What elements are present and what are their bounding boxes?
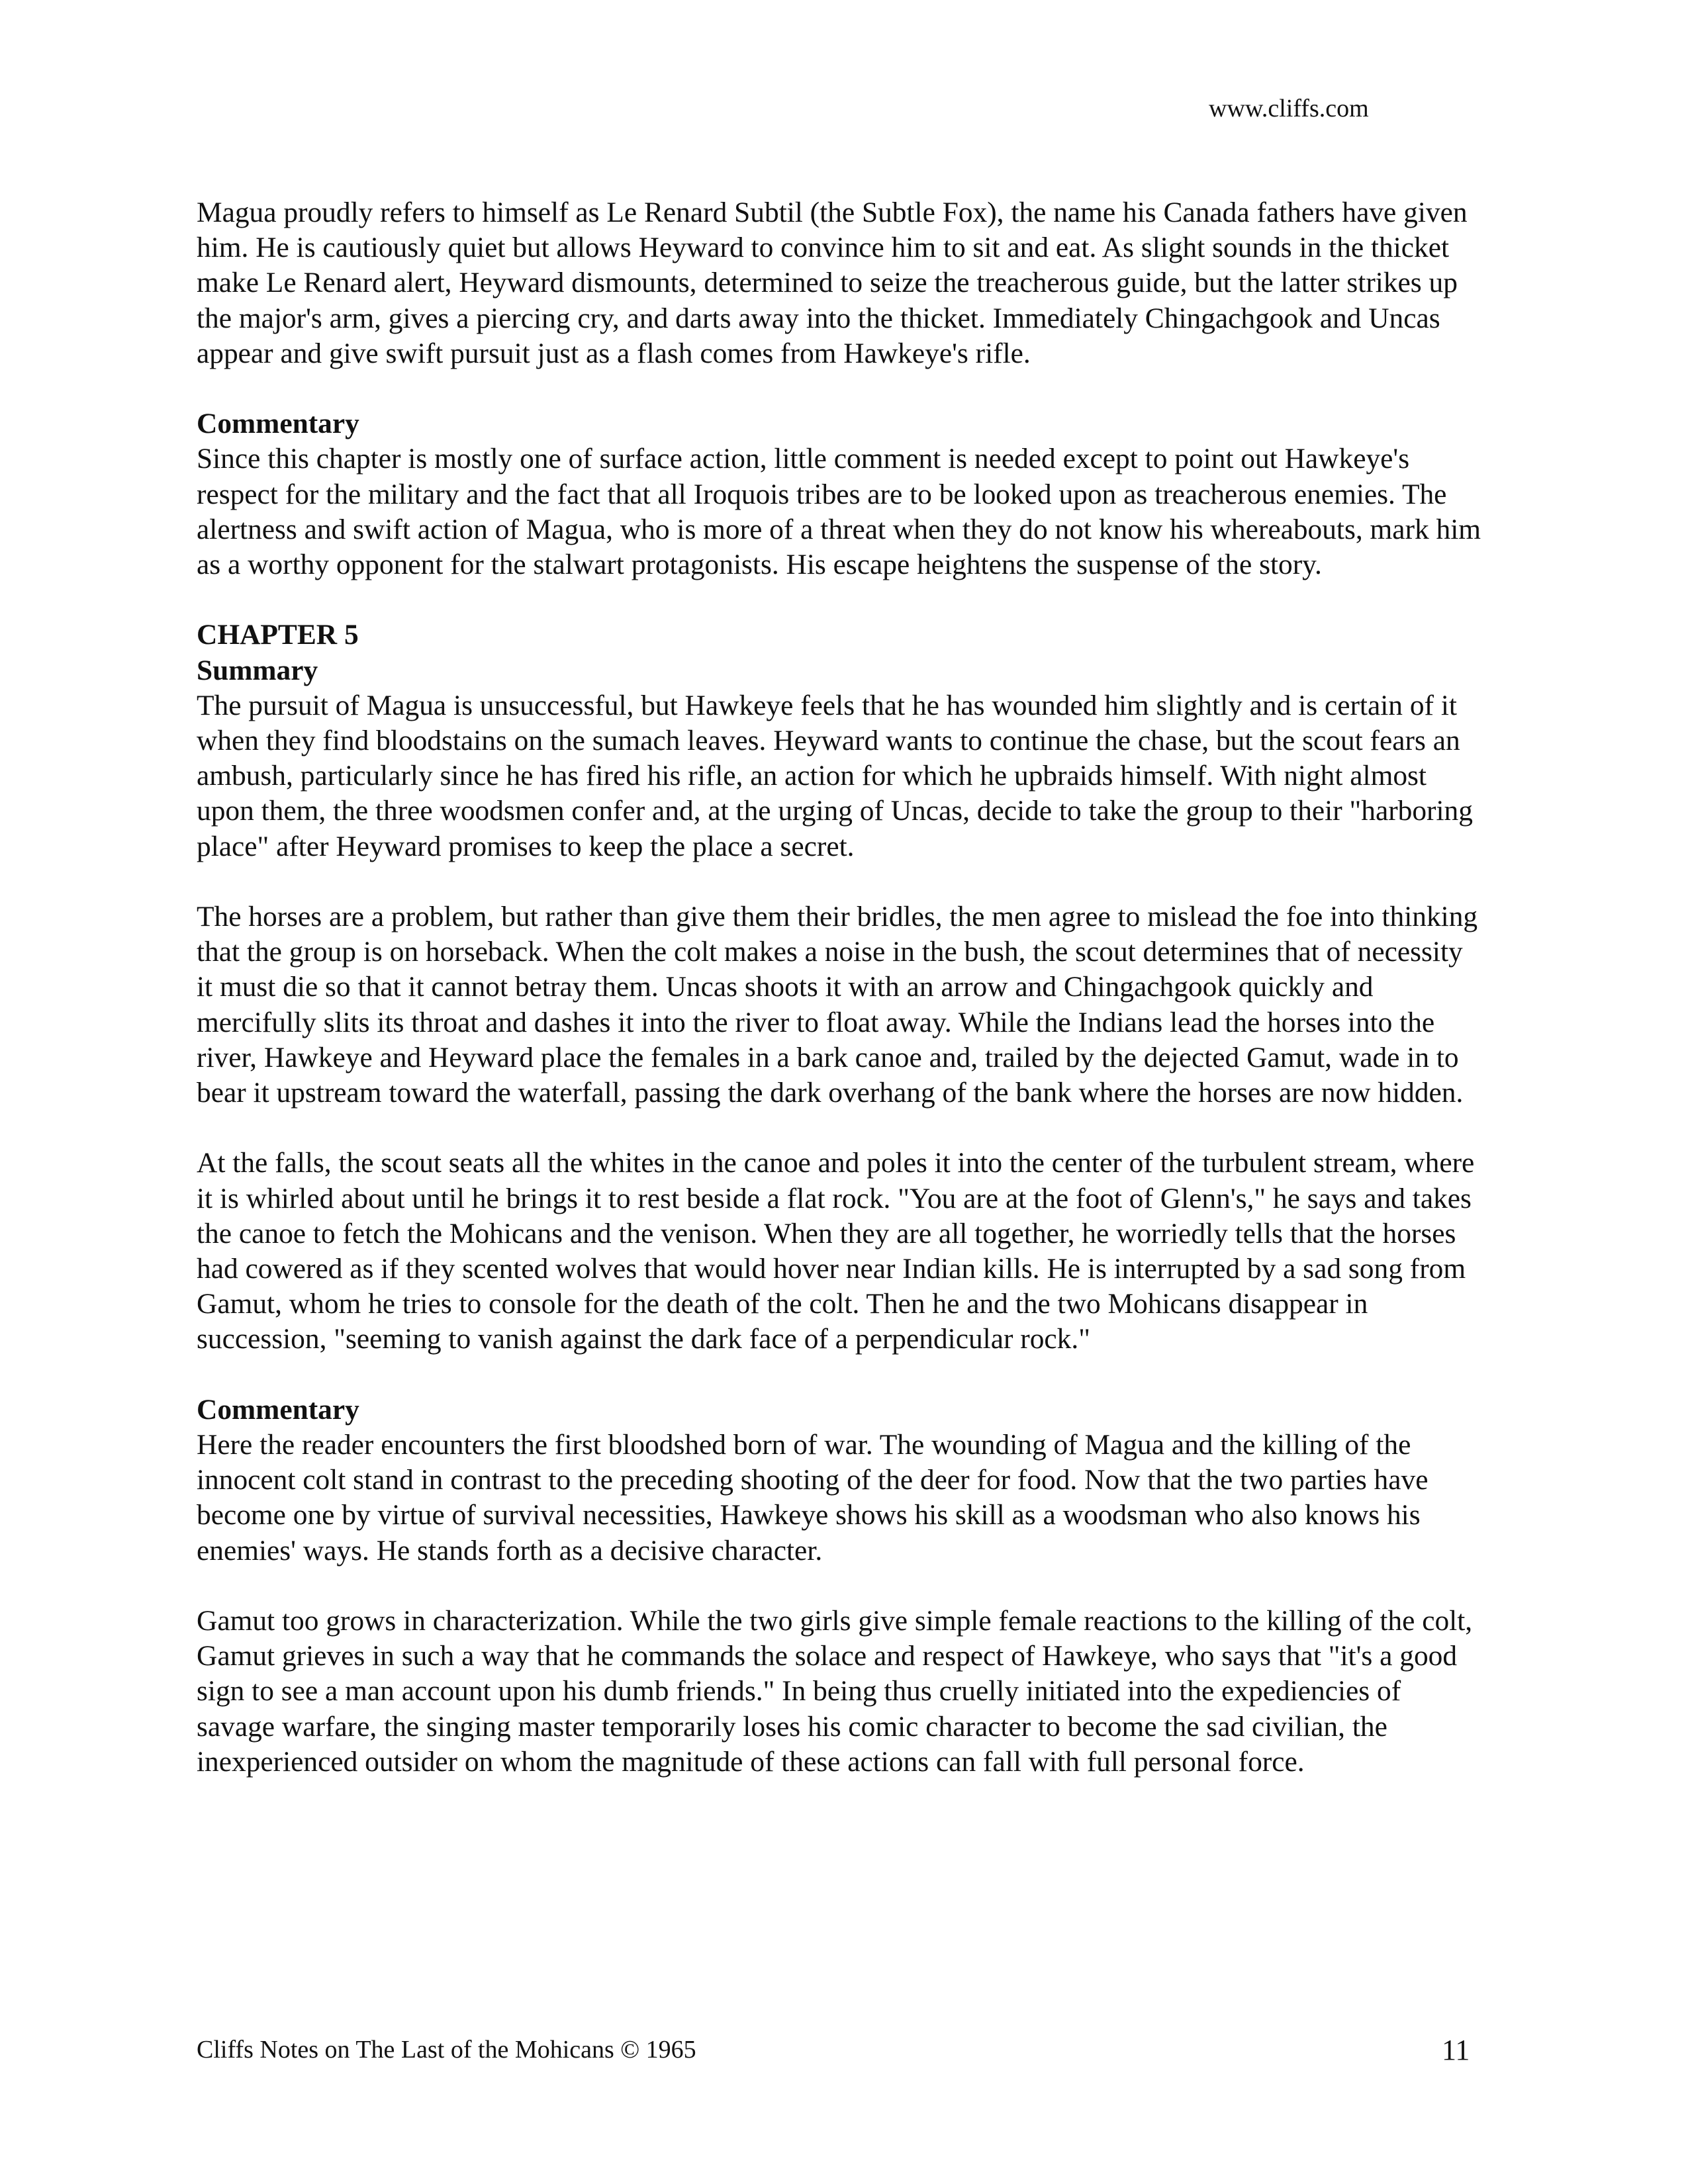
chapter-heading: CHAPTER 5	[197, 619, 359, 651]
summary-paragraph: At the falls, the scout seats all the whites in the canoe and poles it into the center of the turbulent stream, where it is whirled about until he brings it to rest beside a flat rock. "You are at the foot of Glenn's," he says and takes the canoe to fetch the Mohicans and the venison. When they are all together, he worriedly tells that the horses had cowered as if they scented wolves that would hover near Indian kills. He is interrupted by a sad song from Gamut, whom he tries to console for the death of the colt. Then he and the two Mohicans disappear in succession, "seeming to vanish against the dark face of a perpendicular rock."	[197, 1147, 1475, 1355]
commentary-section-1	[197, 406, 1484, 582]
page-body	[197, 195, 1484, 1815]
summary-heading: Summary	[197, 654, 318, 686]
commentary-paragraph: Here the reader encounters the first bloodshed born of war. The wounding of Magua and the killing of the innocent colt stand in contrast to the preceding shooting of the deer for food. Now that the two parties have become one by virtue of survival necessities, Hawkeye shows his skill as a woodsman who also knows his enemies' ways. He stands forth as a decisive character.	[197, 1429, 1429, 1567]
intro-paragraph: Magua proudly refers to himself as Le Renard Subtil (the Subtle Fox), the name his Canada fathers have given him. He is cautiously quiet but allows Heyward to convince him to sit and eat. As slight sounds in the thicket make Le Renard alert, Heyward dismounts, determined to seize the treacherous guide, but the latter strikes up the major's arm, gives a piercing cry, and darts away into the thicket. Immediately Chingachgook and Uncas appear and give swift pursuit just as a flash comes from Hawkeye's rifle.	[197, 197, 1468, 369]
commentary-heading: Commentary	[197, 408, 359, 440]
commentary-section-2-cont	[197, 1604, 1484, 1780]
commentary-heading: Commentary	[197, 1393, 359, 1426]
summary-paragraph: The pursuit of Magua is unsuccessful, but Hawkeye feels that he has wounded him slightly and is certain of it when they find bloodstains on the sumach leaves. Heyward wants to continue the chase, but the scout fears an ambush, particularly since he has fired his rifle, an action for which he upbraids himself. With night almost upon them, the three woodsmen confer and, at the urging of Uncas, decide to take the group to their "harboring place" after Heyward promises to keep the place a secret.	[197, 689, 1473, 862]
footer-source: Cliffs Notes on The Last of the Mohicans © 1965	[197, 2036, 696, 2064]
header-url: www.cliffs.com	[1209, 95, 1369, 122]
intro-section	[197, 195, 1484, 371]
summary-section	[197, 653, 1484, 864]
summary-section-cont-2	[197, 1146, 1484, 1357]
commentary-paragraph: Since this chapter is mostly one of surface action, little comment is needed except to point out Hawkeye's respect for the military and the fact that all Iroquois tribes are to be looked upon as treacherous enemies. The alertness and swift action of Magua, who is more of a threat when they do not know his whereabouts, mark him as a worthy opponent for the stalwart protagonists. His escape heightens the suspense of the story.	[197, 443, 1481, 581]
summary-paragraph: The horses are a problem, but rather than give them their bridles, the men agree to mislead the foe into thinking that the group is on horseback. When the colt makes a noise in the bush, the scout determines that of necessity it must die so that it cannot betray them. Uncas shoots it with an arrow and Chingachgook quickly and mercifully slits its throat and dashes it into the river to float away. While the Indians lead the horses into the river, Hawkeye and Heyward place the females in a bark canoe and, trailed by the dejected Gamut, wade in to bear it upstream toward the waterfall, passing the dark overhang of the bank where the horses are now hidden.	[197, 901, 1478, 1109]
commentary-paragraph: Gamut too grows in characterization. While the two girls give simple female reactions to the killing of the colt, Gamut grieves in such a way that he commands the solace and respect of Hawkeye, who says that "it's a good sign to see a man account upon his dumb friends." In being thus cruelly initiated into the expediencies of savage warfare, the singing master temporarily loses his comic character to become the sad civilian, the inexperienced outsider on whom the magnitude of these actions can fall with full personal force.	[197, 1605, 1473, 1778]
commentary-section-2	[197, 1392, 1484, 1569]
summary-section-cont-1	[197, 899, 1484, 1111]
page-number: 11	[1442, 2034, 1470, 2066]
